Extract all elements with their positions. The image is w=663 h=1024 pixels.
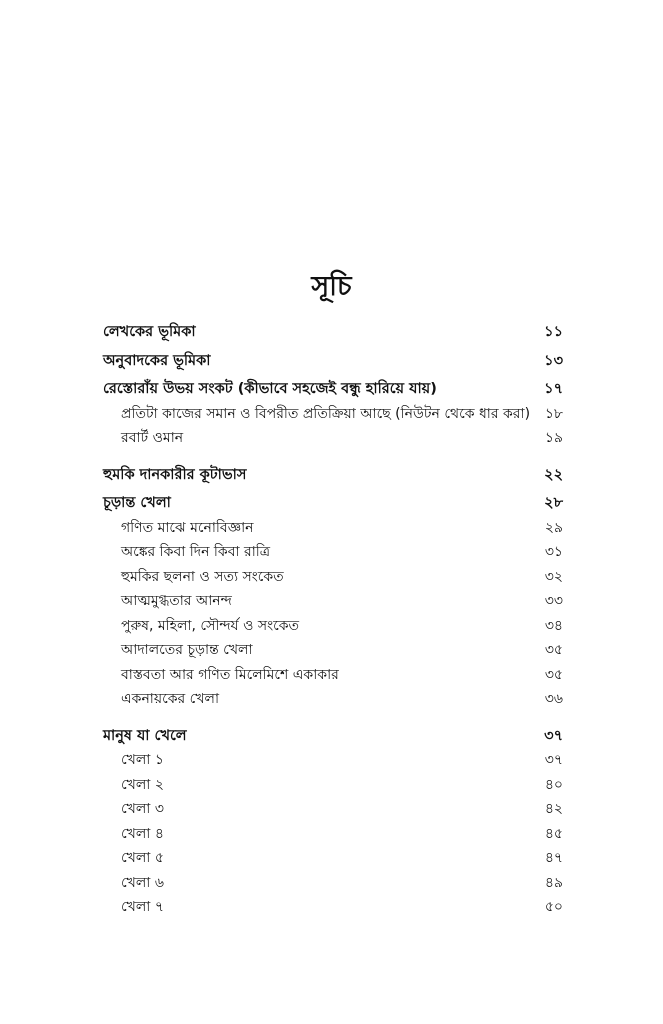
toc-entry-page: ৪০ [544,776,563,793]
toc-entry-label: লেখকের ভূমিকা [103,324,196,340]
toc-entry-label: বাস্তবতা আর গণিত মিলেমিশে একাকার [121,666,339,683]
toc-entry[interactable] [103,871,563,896]
toc-entry-page: ৫০ [544,899,563,915]
toc-entry-label: গণিত মাঝে মনোবিজ্ঞান [121,519,254,536]
toc-entry[interactable] [103,748,563,773]
toc-entry[interactable] [103,589,563,614]
toc-entry-label: অঙ্কের কিবা দিন কিবা রাত্রি [121,544,271,560]
toc-entry-page: ৪৫ [544,825,563,842]
toc-entry-page: ৩৭ [544,752,563,768]
toc-entry-label: একনায়কের খেলা [121,691,220,707]
toc-entry[interactable] [103,895,563,920]
toc-entry-label: রবার্ট ওমান [121,430,184,446]
page-title: সূচি [311,271,352,302]
toc-entry-label: খেলা ২ [121,776,164,793]
toc-entry-page: ৩৪ [544,617,563,634]
toc-entry-label: খেলা ৩ [121,801,164,817]
toc-entry-label: আদালতের চূড়ান্ত খেলা [121,642,253,658]
toc-entry-label: হুমকি দানকারীর কূটাভাস [103,466,247,483]
toc-entry-label: খেলা ৪ [121,825,164,842]
toc-entry[interactable] [103,846,563,871]
toc-entry[interactable] [103,516,563,541]
toc-entry[interactable] [103,724,563,749]
toc-entry-page: ১৩ [544,352,563,369]
toc-entry[interactable] [103,320,563,345]
toc-entry-page: ১৯ [544,430,563,446]
toc-entry-page: ৩৬ [544,691,563,707]
toc-entry[interactable] [103,463,563,488]
toc-entry[interactable] [103,349,563,374]
toc-entry-page: ৩৫ [544,642,563,658]
toc-entry-page: ১৮ [544,405,563,422]
toc-entry[interactable] [103,663,563,688]
toc-entry-page: ২৮ [544,495,563,511]
toc-entry-label: অনুবাদকের ভূমিকা [103,352,211,369]
toc-entry[interactable] [103,491,563,516]
toc-entry-page: ৪২ [544,801,563,817]
toc-entry[interactable] [103,377,563,402]
toc-entry[interactable] [103,426,563,451]
toc-entry-page: ৩৭ [544,727,563,744]
toc-entry-label: চূড়ান্ত খেলা [103,495,171,511]
toc-entry-label: খেলা ১ [121,752,164,768]
toc-entry[interactable] [103,614,563,639]
toc-entry-page: ৩৫ [544,666,563,683]
toc-entry[interactable] [103,402,563,427]
toc-entry-page: ৩২ [544,568,563,585]
toc-entry-label: হুমকির ছলনা ও সত্য সংকেত [121,568,284,585]
toc-entry-page: ২৯ [544,519,563,536]
toc-entry[interactable] [103,565,563,590]
toc-entry[interactable] [103,540,563,565]
toc-entry-label: মানুষ যা খেলে [103,727,187,744]
toc-entry-page: ৩১ [544,544,563,560]
toc-entry[interactable] [103,687,563,712]
toc-entry-label: খেলা ৫ [121,850,164,866]
toc-entry-page: ৩৩ [544,593,563,609]
toc-entry-label: আত্মমুগ্ধতার আনন্দ [121,593,232,609]
toc-entry-page: ৪৭ [544,850,563,866]
toc-entry-page: ১১ [544,324,563,340]
toc-entry[interactable] [103,773,563,798]
toc-entry-label: রেস্তোরাঁয় উভয় সংকট (কীভাবে সহজেই বন্ধু হারিয়ে যায়) [103,381,437,397]
toc-entry-label: পুরুষ, মহিলা, সৌন্দর্য ও সংকেত [121,617,300,634]
toc-entry-label: খেলা ৬ [121,874,164,891]
toc-entry-label: খেলা ৭ [121,899,164,915]
toc-entry[interactable] [103,822,563,847]
toc-entry-page: ১৭ [544,381,563,397]
toc-entry-label: প্রতিটা কাজের সমান ও বিপরীত প্রতিক্রিয়া আছে (নিউটন থেকে ধার করা) [121,405,531,422]
toc-entry[interactable] [103,797,563,822]
toc-entry[interactable] [103,638,563,663]
toc-entry-page: ৪৯ [544,874,563,891]
toc-entry-page: ২২ [544,466,563,483]
table-of-contents [103,320,563,920]
